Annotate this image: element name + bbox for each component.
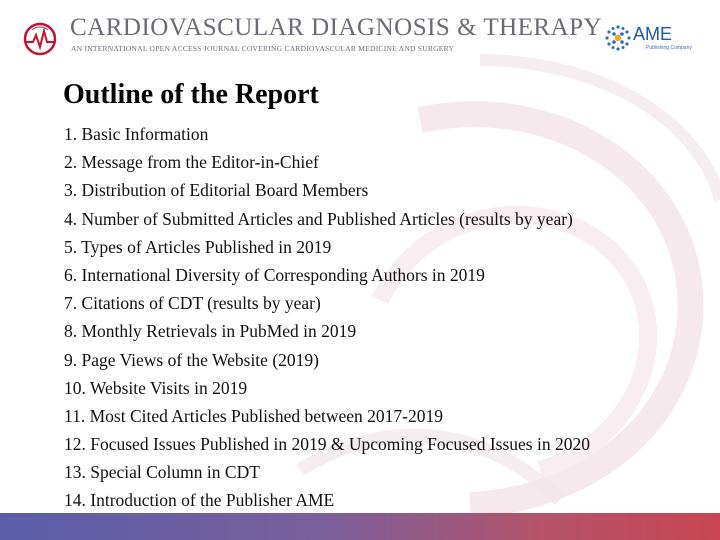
publisher-tagline: Publishing Company [646,45,692,51]
publisher-name: AME [633,24,673,44]
footer-bar [0,513,720,540]
dot-globe-icon [604,24,632,52]
list-item: 3. Distribution of Editorial Board Members [64,180,369,201]
list-item: 8. Monthly Retrievals in PubMed in 2019 [64,321,357,342]
list-item: 4. Number of Submitted Articles and Published Articles (results by year) [64,208,573,229]
list-item: 5. Types of Articles Published in 2019 [64,236,332,257]
list-item: 7. Citations of CDT (results by year) [64,293,321,314]
list-item: 9. Page Views of the Website (2019) [64,349,319,370]
outline-list [64,121,590,516]
list-item: 13. Special Column in CDT [64,462,260,483]
list-item: 11. Most Cited Articles Published between 2017-2019 [64,405,443,426]
journal-subtitle: AN INTERNATIONAL OPEN ACCESS JOURNAL COVERING CARDIOVASCULAR MEDICINE AND SURGERY [71,44,455,53]
list-item: 1. Basic Information [64,124,209,144]
list-item: 12. Focused Issues Published in 2019 & Upcoming Focused Issues in 2020 [64,434,590,455]
heart-logo-icon [20,22,60,56]
list-item: 6. International Diversity of Corresponding Authors in 2019 [64,264,485,285]
page-title: Outline of the Report [63,79,319,110]
list-item: 14. Introduction of the Publisher AME [64,490,335,511]
list-item: 10. Website Visits in 2019 [64,377,248,398]
list-item: 2. Message from the Editor-in-Chief [64,152,319,173]
journal-title: CARDIOVASCULAR DIAGNOSIS & THERAPY [70,14,603,41]
header [0,0,720,70]
